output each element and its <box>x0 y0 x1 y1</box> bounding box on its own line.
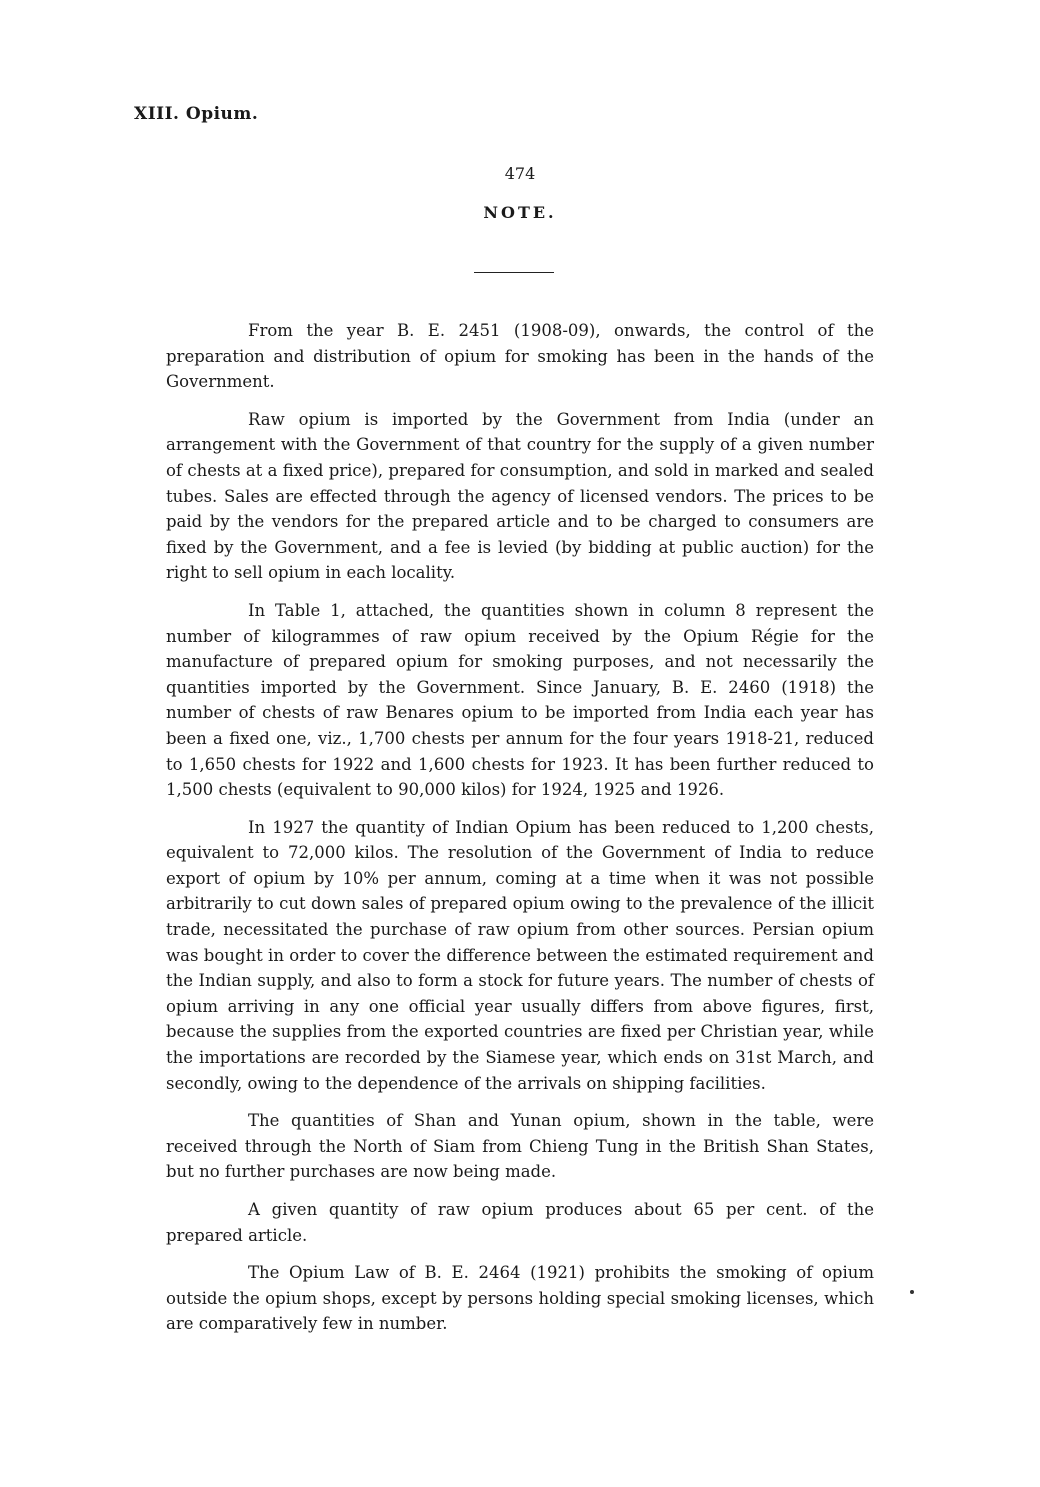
paragraph-shan-yunan: The quantities of Shan and Yunan opium, shown in the table, were received through the North of Siam from Chieng Tung in the British Shan States, but no further purchases are now being made. <box>166 1111 874 1182</box>
margin-dot <box>910 1290 914 1294</box>
paragraph-yield: A given quantity of raw opium produces about 65 per cent. of the prepared article. <box>166 1200 874 1245</box>
note-body <box>166 318 874 1349</box>
paragraph-table-quantities: In Table 1, attached, the quantities shown in column 8 represent the number of kilogrammes of raw opium received by the Opium Régie for the manufacture of prepared opium for smoking purposes, and not necessarily the quantities imported by the Government. Since January, B. E. 2460 (1918) the number of chests of raw Benares opium to be imported from India each year has been a fixed one, viz., 1,700 chests per annum for the four years 1918-21, reduced to 1,650 chests for 1922 and 1,600 chests for 1923. It has been further reduced to 1,500 chests (equivalent to 90,000 kilos) for 1924, 1925 and 1926. <box>166 600 874 800</box>
paragraph-control: From the year B. E. 2451 (1908-09), onwards, the control of the preparation and distribution of opium for smoking has been in the hands of the Government. <box>166 321 874 392</box>
paragraph-indian-opium-1927: In 1927 the quantity of Indian Opium has been reduced to 1,200 chests, equivalent to 72,000 kilos. The resolution of the Government of India to reduce export of opium by 10% per annum, coming at a time when it was not possible arbitrarily to cut down sales of prepared opium owing to the prevalence of the illicit trade, necessitated the purchase of raw opium from other sources. Persian opium was bought in order to cover the difference between the estimated requirement and the Indian supply, and also to form a stock for future years. The number of chests of opium arriving in any one official year usually differs from above figures, first, because the supplies from the exported countries are fixed per Christian year, while the importations are recorded by the Siamese year, which ends on 31st March, and secondly, owing to the dependence of the arrivals on shipping facilities. <box>166 817 874 1093</box>
note-title: NOTE. <box>483 203 557 222</box>
paragraph-import: Raw opium is imported by the Government from India (under an arrangement with the Government of that country for the supply of a given number of chests at a fixed price), prepared for consumption, and sold in marked and sealed tubes. Sales are effected through the agency of licensed vendors. The prices to be paid by the vendors for the prepared article and to be charged to consumers are fixed by the Government, and a fee is levied (by bidding at public auction) for the right to sell opium in each locality. <box>166 409 874 583</box>
paragraph-opium-law: The Opium Law of B. E. 2464 (1921) prohibits the smoking of opium outside the opium shops, except by persons holding special smoking licenses, which are comparatively few in number. <box>166 1263 874 1334</box>
section-heading: XIII. Opium. <box>134 104 259 124</box>
page-number: 474 <box>504 164 536 183</box>
title-rule <box>474 272 554 273</box>
